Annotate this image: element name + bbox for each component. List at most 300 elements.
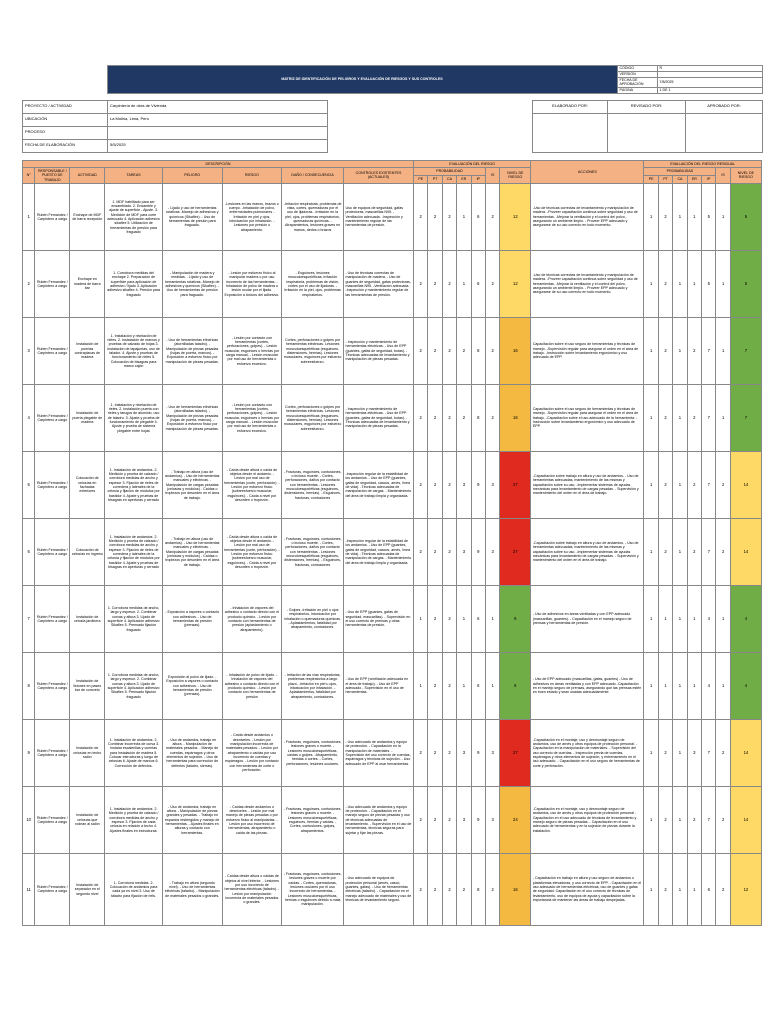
col-pt-residual: PT bbox=[658, 175, 672, 183]
col-ip-residual: IP bbox=[702, 175, 716, 183]
peligro-cell: - Lijado y uso de herramientas rotativas -Manejo de adhesivos y químicos (Sikaflex). - Uso de herramientas de presión para fraguado. bbox=[162, 183, 222, 250]
info-label-location: UBICACIÓN bbox=[23, 113, 108, 126]
ip-value: 9 bbox=[471, 451, 485, 518]
er-residual-value: 2 bbox=[687, 384, 701, 451]
risk-matrix-table bbox=[22, 160, 762, 926]
elaborado-label: ELABORADO POR: bbox=[533, 100, 608, 113]
col-pt: PT bbox=[428, 175, 442, 183]
er-value: 3 bbox=[457, 518, 471, 585]
nivel-value: 12 bbox=[500, 183, 531, 250]
tareas-cell: 1. Corrobora medidas del enchape 2. Preparación de superficie para aplicación de adhesivo / lijado 3. Aplicación adhesivo sikaflex 4. Presión para fraguado bbox=[105, 250, 163, 317]
risk-matrix-sheet bbox=[22, 65, 762, 926]
acciones-cell: - Capacitación en trabajo en altura y uso seguro de andamios o plataformas elevadoras, y uso correcto de EPP. - Capacitación en el uso adecuado de herramientas eléctricas, uso de guantes y gafas de seguridad. Capacitación en el uso correcto de técnicas de levantamiento, uso de equipos de ayuda y capacitación sobre la importancia de mantener las áreas de trabajo despejadas. bbox=[531, 853, 644, 925]
pe-residual-value: 1 bbox=[644, 451, 658, 518]
ca-value: 2 bbox=[442, 451, 456, 518]
row-number: 11 bbox=[23, 853, 35, 925]
er-value: 2 bbox=[457, 317, 471, 384]
acciones-cell: - Uso de adhesivos en áreas ventiladas y con EPP adecuado (mascarillas, guantes). - Capacitación en el manejo seguro de prensas y herramientas de presión. bbox=[531, 585, 644, 652]
col-controles: CONTROLES EXISTENTES (ACTUALES) bbox=[343, 167, 413, 183]
info-label-process: PROCESO bbox=[23, 126, 108, 139]
ip-value: 6 bbox=[471, 652, 485, 719]
col-is: IS bbox=[485, 167, 499, 183]
ip-residual-value: 7 bbox=[702, 518, 716, 585]
pt-value: 2 bbox=[428, 183, 442, 250]
nivel-residual-value: 12 bbox=[730, 853, 761, 925]
pe-value: 2 bbox=[414, 384, 428, 451]
pt-residual-value: 2 bbox=[658, 719, 672, 786]
ip-residual-value: 4 bbox=[702, 585, 716, 652]
controles-cell: - Inspección y mantenimiento de herramientas eléctricas. - Uso de EPP (guantes, gafas de seguridad, botas). -Técnicas adecuadas de levantamiento y manipulación de piezas pesadas. bbox=[343, 384, 413, 451]
er-value: 2 bbox=[457, 384, 471, 451]
is-residual-value: 2 bbox=[716, 719, 730, 786]
info-value-process bbox=[108, 126, 328, 139]
ip-value: 9 bbox=[471, 786, 485, 853]
pt-value: 2 bbox=[428, 451, 442, 518]
ca-value: 2 bbox=[442, 384, 456, 451]
row-number: 4 bbox=[23, 384, 35, 451]
responsable-cell: Rubén Fernandez / Carpintero a cargo bbox=[35, 719, 70, 786]
ca-value: 2 bbox=[442, 518, 456, 585]
dano-cell: -Irritación respiratoria, problemas de vista, cortes, quemaduras por el uso de lijadoras. -Irritación en la piel, ojos, problemas respiratorios, quemaduras químicas. - Atrapamientos, lesiones graves en manos, dedos o brazos bbox=[282, 183, 344, 250]
pe-residual-value: 1 bbox=[644, 250, 658, 317]
acciones-cell: -Capacitación en el montaje, uso y desmontaje seguro de andamios, uso de arnés y otros equipos de protección personal - Capacitación en el uso adecuado de técnicas de levantamiento y manejo seguro de piezas pesadas. - Capacitación en el uso adecuado de herramientas y en la sujeción de piezas durante la instalación. bbox=[531, 786, 644, 853]
nivel-value: 12 bbox=[500, 250, 531, 317]
is-residual-value: 1 bbox=[716, 384, 730, 451]
ip-residual-value: 7 bbox=[702, 451, 716, 518]
col-pe: PE bbox=[414, 175, 428, 183]
col-pe-residual: PE bbox=[644, 175, 658, 183]
table-row bbox=[23, 585, 762, 652]
er-value: 2 bbox=[457, 853, 471, 925]
peligro-cell: - Uso de herramientas eléctricas (atornilladas taladro). - Manipulación de piezas pesadas (hojas de puerta, marcos). - Exposición a esfuerzo físico por manipulación de piezas pesadas. bbox=[162, 384, 222, 451]
er-residual-value: 1 bbox=[687, 183, 701, 250]
riesgo-cell: - Lesión por esfuerzo físico al manipular madera o por uso incorrecto de las herramientas. - Inhalación de polvo de madera o lesión ocular por el lijado. Exposición a tóxicos del adhesivo. bbox=[222, 250, 282, 317]
table-row bbox=[23, 317, 762, 384]
pt-residual-value: 1 bbox=[658, 652, 672, 719]
ca-value: 2 bbox=[442, 183, 456, 250]
meta-label: PÁGINA bbox=[617, 87, 657, 93]
col-probabilidad: PROBABILIDAD bbox=[414, 167, 486, 175]
pe-residual-value: 1 bbox=[644, 183, 658, 250]
meta-value: 1 DE 1 bbox=[657, 87, 762, 93]
col-ca-residual: CA bbox=[673, 175, 687, 183]
is-value: 2 bbox=[485, 250, 499, 317]
ca-value: 2 bbox=[442, 317, 456, 384]
nivel-value: 27 bbox=[500, 518, 531, 585]
nivel-residual-value: 14 bbox=[730, 451, 761, 518]
riesgo-cell: -Lesiones en las manos, brazos o cuerpo. -Inhalación de polvo, enfermedades pulmonares -Irritación en piel y ojos, intoxicación por inhalación. -Lesiones por presión o atrapamiento. bbox=[222, 183, 282, 250]
col-er: ER bbox=[457, 175, 471, 183]
ca-residual-value: 1 bbox=[673, 719, 687, 786]
pe-residual-value: 1 bbox=[644, 652, 658, 719]
table-row bbox=[23, 250, 762, 317]
revisado-signature bbox=[608, 113, 686, 152]
pe-value: 2 bbox=[414, 719, 428, 786]
pt-residual-value: 2 bbox=[658, 250, 672, 317]
er-residual-value: 2 bbox=[687, 786, 701, 853]
ca-residual-value: 1 bbox=[673, 317, 687, 384]
responsable-cell: Rubén Fernandez / Carpintero a cargo bbox=[35, 250, 70, 317]
ip-residual-value: 5 bbox=[702, 183, 716, 250]
tareas-cell: 1. Instalación y nivelación de rieles. 2. Instalación puerta con rieles y tarugos de aluminio, uso de taladro. 3. Ajuste y prueba de funcionamiento de plegable 4. Ajuste y prueba de sistema plegable entre hojas bbox=[105, 384, 163, 451]
pt-residual-value: 2 bbox=[658, 786, 672, 853]
is-residual-value: 1 bbox=[716, 250, 730, 317]
responsable-cell: Rubén Fernandez / Carpintero a cargo bbox=[35, 317, 70, 384]
pt-value: 2 bbox=[428, 585, 442, 652]
col-probabilidad-residual: PROBABILIDAD bbox=[644, 167, 716, 175]
pt-residual-value: 2 bbox=[658, 317, 672, 384]
nivel-residual-value: 14 bbox=[730, 518, 761, 585]
row-number: 5 bbox=[23, 451, 35, 518]
controles-cell: -Inspección regular de la estabilidad de los andamios. - Uso de EPP (guantes, gafas de seguridad, cascos, arnés, línea de vida). -Técnicas adecuadas de manipulación de cargas. - Mantenimiento del área de trabajo limpia y organizada. bbox=[343, 451, 413, 518]
pe-residual-value: 1 bbox=[644, 317, 658, 384]
nivel-residual-value: 7 bbox=[730, 384, 761, 451]
er-residual-value: 2 bbox=[687, 451, 701, 518]
col-ip: IP bbox=[471, 175, 485, 183]
er-residual-value: 1 bbox=[687, 250, 701, 317]
meta-label: VERSIÓN bbox=[617, 72, 657, 78]
descripcion-header: DESCRIPCIÓN bbox=[23, 160, 414, 167]
er-value: 1 bbox=[457, 652, 471, 719]
riesgo-cell: - Caída desde altura o caída de objetos desde el andamio. - Lesión por mal uso de herramientas (corte, perforación). - Lesión por esfuerzo físico (sobreesfuerzo muscular, esguinces). - Caída a nivel por desorden o tropezón. bbox=[222, 451, 282, 518]
actividad-cell: Instalación de puertas contraplacas de madera bbox=[70, 317, 105, 384]
er-value: 1 bbox=[457, 250, 471, 317]
controles-cell: - Uso de técnicas correctas de manipulación de madera. - Uso de guantes de seguridad, gafas protectoras, mascarillas N95. -Ventilación adecuada. -Inspección y mantenimiento regular de las herramientas de presión. bbox=[343, 250, 413, 317]
responsable-cell: Rubén Fernandez / Carpintero a cargo bbox=[35, 786, 70, 853]
pt-value: 2 bbox=[428, 652, 442, 719]
meta-value: 7/8/2025 bbox=[657, 78, 762, 88]
er-residual-value: 1 bbox=[687, 652, 701, 719]
nivel-residual-value: 5 bbox=[730, 183, 761, 250]
dano-cell: Cortes, perforaciones o golpes por herramientas eléctricas. Lesiones musculoesqueléticas (esguinces, distensiones, hernias). Lesiones musculares, esguinces por esfuerzo sobreesfuerzo. bbox=[282, 317, 344, 384]
col-peligro: PELIGRO bbox=[162, 167, 222, 183]
ca-residual-value: 1 bbox=[673, 518, 687, 585]
col-is-residual: IS bbox=[716, 167, 730, 183]
peligro-cell: - Manipulación de madera y medidas. - Lijado y uso de herramientas rotativas -Manejo de adhesivos y químicos (Sikaflex). - Uso de herramientas de presión para fraguado. bbox=[162, 250, 222, 317]
is-residual-value: 1 bbox=[716, 183, 730, 250]
is-residual-value: 1 bbox=[716, 317, 730, 384]
is-residual-value: 1 bbox=[716, 652, 730, 719]
er-value: 3 bbox=[457, 786, 471, 853]
ip-residual-value: 4 bbox=[702, 652, 716, 719]
nivel-residual-value: 7 bbox=[730, 317, 761, 384]
dano-cell: - Fracturas, esguinces, contusiones, lesiones graves o muerte. - Lesiones musculoesqueléticas, caídas o golpes. -Atrapamiento, heridas o cortes. - Cortes, perforaciones, lesiones oculares. bbox=[282, 719, 344, 786]
tareas-cell: 1. MDF habilitado para ser ensamblado. 2. Ensamble y ajuste de superficie - Ajuste. 3. Medición de MDF para corte adecuado 4. Aplicación adhesivo sikaflex 5. Utilización de herramientas de presión para fraguado bbox=[105, 183, 163, 250]
responsable-cell: Rubén Fernandez / Carpintero a cargo bbox=[35, 451, 70, 518]
dano-cell: - Fracturas, esguinces, contusiones, o incluso muerte. - Cortes, perforaciones, daños por contacto con herramientas - Lesiones musculoesqueléticas (esguinces, distensiones, hernias). - Esguinces, fracturas, contusiones bbox=[282, 518, 344, 585]
actividad-cell: Instalación de celosía jardinera bbox=[70, 585, 105, 652]
peligro-cell: - Trabajo en altura (uso de andamios). - Uso de herramientas manuales y eléctricas. - Manipulación de cargas pesadas (celosías y módulos) - Caídas o tropiezos por desorden en el área de trabajo. bbox=[162, 451, 222, 518]
table-row bbox=[23, 451, 762, 518]
controles-cell: - Uso adecuado de equipos de protección personal (arnés, casco, guantes, gafas). - Uso de herramientas eléctricas (taladro). - Capacitación en el manejo adecuado de materiales y uso de técnicas de levantamiento seguro. bbox=[343, 853, 413, 925]
actividad-cell: Colocación de celosías en fachadas exteriores bbox=[70, 451, 105, 518]
ip-value: 6 bbox=[471, 585, 485, 652]
tareas-cell: 1. Corrobora medidas de ancho, largo y espesor. 2. Combinar curvas y altura 3. Lijado de superficie 4. Aplicación adhesivo Sikaflex 5. Prensado fijación fraguado bbox=[105, 652, 163, 719]
pe-value: 2 bbox=[414, 250, 428, 317]
responsable-cell: Rubén Fernandez / Carpintero a cargo bbox=[35, 518, 70, 585]
pe-value: 2 bbox=[414, 518, 428, 585]
riesgo-cell: - Lesión por contacto con herramientas (cortes, perforaciones, golpes). - Lesión muscular, esguinces o hernias por carga manual. - Lesión muscular por mal uso de herramientas o esfuerzo excesivo. bbox=[222, 384, 282, 451]
riesgo-cell: - Lesión por contacto con herramientas (cortes, perforaciones, golpes). - Lesión muscular, esguinces o hernias por carga manual. - Lesión muscular por mal uso de herramientas o esfuerzo excesivo. bbox=[222, 317, 282, 384]
nivel-residual-value: 4 bbox=[730, 585, 761, 652]
info-value-date: 5/5/2025 bbox=[108, 139, 328, 152]
is-residual-value: 2 bbox=[716, 451, 730, 518]
ca-residual-value: 1 bbox=[673, 183, 687, 250]
ca-residual-value: 1 bbox=[673, 786, 687, 853]
pe-value: 2 bbox=[414, 786, 428, 853]
tareas-cell: 1. Corrobora medidas de ancho, largo y espesor. 2. Combinar curvas y altura 3. Lijado de superficie 4. Aplicación adhesivo Sikaflex 5. Prensado fijación fraguado bbox=[105, 585, 163, 652]
is-value: 1 bbox=[485, 652, 499, 719]
is-residual-value: 2 bbox=[716, 853, 730, 925]
dano-cell: - Esguinces, lesiones musculoesqueléticas, irritación respiratoria, problemas de visión, cortes por el uso de lijadoras. -Irritación en la piel, ojos, problemas respiratorios. bbox=[282, 250, 344, 317]
ip-residual-value: 6 bbox=[702, 853, 716, 925]
controles-cell: - Uso de EPP (ventilación adecuada en el área de trabajo). - Uso de EPP adecuado - Supervisión en el uso de herramientas. bbox=[343, 652, 413, 719]
nivel-value: 24 bbox=[500, 786, 531, 853]
is-residual-value: 2 bbox=[716, 518, 730, 585]
table-row bbox=[23, 853, 762, 925]
ca-value: 2 bbox=[442, 585, 456, 652]
ca-residual-value: 1 bbox=[673, 250, 687, 317]
pt-residual-value: 1 bbox=[658, 585, 672, 652]
er-residual-value: 2 bbox=[687, 518, 701, 585]
aprobado-signature bbox=[686, 113, 763, 152]
table-row bbox=[23, 384, 762, 451]
controles-cell: Uso de equipos de seguridad, gafas protectoras, mascarillas N95. -Ventilación adecuada. -Inspección y mantenimiento regular de las herramientas de presión. bbox=[343, 183, 413, 250]
peligro-cell: - Uso de herramientas eléctricas (atornilladas taladro). - Manipulación de piezas pesadas (hojas de puerta, marcos). - Exposición a esfuerzo físico por manipulación de piezas pesadas. bbox=[162, 317, 222, 384]
acciones-cell: -Uso de técnicas correctas de levantamiento y manipulación de madera. -Proveer capacitación continua sobre seguridad y uso de herramientas. -Mejorar la ventilación y el control del polvo, asegurando un ambiente limpio. - Proveer EPP adecuado y asegurarse de su uso correcto en todo momento. bbox=[531, 250, 644, 317]
acciones-cell: Capacitación sobre el uso seguro de herramientas y técnicas de manejo. -Supervisión regular para asegurar el orden en el área de trabajo. -Capacitación sobre el uso adecuado de la herramienta. -Instrucción sobre levantamiento ergonómico y uso adecuado de EPP. bbox=[531, 384, 644, 451]
riesgo-cell: - Inhalación de vapores del adhesivo o contacto directo con el producto químico. - Lesión por contacto con herramientas de presión (aplastamiento o atrapamiento). bbox=[222, 585, 282, 652]
ip-value: 8 bbox=[471, 317, 485, 384]
pe-value: 1 bbox=[414, 652, 428, 719]
revisado-label: REVISADO POR: bbox=[608, 100, 686, 113]
pe-value: 2 bbox=[414, 853, 428, 925]
meta-value: R bbox=[657, 66, 762, 72]
tareas-cell: 1. Instalación de andamios. 2. Medición y prueba de calzado / corrobora medidas de ancho y espesor 3. Fijación de cada celosía en relación a techo 4. Ajustes finales en estructuras. bbox=[105, 786, 163, 853]
nivel-value: 27 bbox=[500, 719, 531, 786]
ca-residual-value: 1 bbox=[673, 384, 687, 451]
aprobado-label: APROBADO POR: bbox=[686, 100, 763, 113]
dano-cell: Cortes, perforaciones o golpes por herramientas eléctricas. Lesiones musculoesqueléticas (esguinces, distensiones, hernias). Lesiones musculares, esguinces por esfuerzo sobreesfuerzo. bbox=[282, 384, 344, 451]
acciones-cell: Capacitación sobre el uso seguro de herramientas y técnicas de manejo. -Supervisión regular para asegurar el orden en el área de trabajo. -Instrucción sobre levantamiento ergonómico y uso adecuado de EPP. bbox=[531, 317, 644, 384]
info-value-location: La Molina, Lima, Perú bbox=[108, 113, 328, 126]
responsable-cell: Rubén Fernandez / Carpintero a cargo bbox=[35, 384, 70, 451]
nivel-residual-value: 14 bbox=[730, 719, 761, 786]
tareas-cell: 1. Instalación de andamios. 2. Medición y prueba de calzado / corrobora medidas de ancho y espesor 3. Fijación de rieles de corredera y laterales de la celosía y fijación de módulos por bastidor 4. Ajuste y pruebas de bisagras en aperturas y cerrado bbox=[105, 518, 163, 585]
riesgo-cell: - Caídas desde andamios o desniveles. - Lesión por mal manejo de piezas pesadas o por esfuerzo físico al manipularlas. - Lesión por uso incorrecto de herramientas, atrapamiento o caída de las piezas. bbox=[222, 786, 282, 853]
pe-value: 1 bbox=[414, 585, 428, 652]
ca-residual-value: 1 bbox=[673, 853, 687, 925]
document-title: MATRIZ DE IDENTIFICACIÓN DE PELIGROS Y EVALUACIÓN DE RIESGOS Y SUS CONTROLES bbox=[107, 66, 617, 94]
riesgo-cell: - Inhalación de polvo de lijado. -Inhalación de vapores del adhesivo o contacto directo con el producto químico. - Lesión por contacto con herramientas de presión bbox=[222, 652, 282, 719]
pe-residual-value: 1 bbox=[644, 853, 658, 925]
pt-residual-value: 2 bbox=[658, 518, 672, 585]
tareas-cell: 1. Instalación de andamios. 2. Medición y prueba de calzado / corrobora medidas de ancho y espesor 3. Fijación de rieles de corredera y laterales de la celosía y fijación de módulos por bastidor 4. Ajuste y pruebas de bisagras en aperturas y cerrado bbox=[105, 451, 163, 518]
col-nivel-residual: NIVEL DE RIESGO bbox=[730, 167, 761, 183]
dano-cell: - Fracturas, esguinces, contusiones, o incluso muerte. - Cortes, perforaciones, daños por contacto con herramientas - Lesiones musculoesqueléticas (esguinces, distensiones, hernias). - Esguinces, fracturas, contusiones bbox=[282, 451, 344, 518]
ip-value: 8 bbox=[471, 853, 485, 925]
ip-residual-value: 7 bbox=[702, 317, 716, 384]
table-row bbox=[23, 652, 762, 719]
tareas-cell: 1. Instalación y nivelación de rieles. 2. Instalación de marcos y pruebas de calzado de hojas 3. Instalación de tapajuntas, uso de taladro. 4. Ajuste y pruebas de funcionamiento de rieles 5. Colocación de bisagras para marco cajón bbox=[105, 317, 163, 384]
ca-value: 2 bbox=[442, 786, 456, 853]
is-value: 2 bbox=[485, 183, 499, 250]
header-table bbox=[22, 65, 763, 94]
logo-area bbox=[22, 66, 107, 94]
col-ca: CA bbox=[442, 175, 456, 183]
pt-residual-value: 2 bbox=[658, 853, 672, 925]
actividad-cell: Instalación de listones en paseo bar de concreto bbox=[70, 652, 105, 719]
pt-residual-value: 2 bbox=[658, 384, 672, 451]
ca-residual-value: 1 bbox=[673, 585, 687, 652]
actividad-cell: Instalación de celosías que rodean al salón bbox=[70, 786, 105, 853]
responsable-cell: Rubén Fernandez / Carpintero a cargo bbox=[35, 585, 70, 652]
meta-label: FECHA DE APROBACIÓN bbox=[617, 78, 657, 88]
nivel-value: 16 bbox=[500, 317, 531, 384]
nivel-value: 6 bbox=[500, 652, 531, 719]
pe-residual-value: 1 bbox=[644, 719, 658, 786]
er-residual-value: 2 bbox=[687, 317, 701, 384]
is-value: 2 bbox=[485, 317, 499, 384]
peligro-cell: - Trabajo en altura (segundo nivel). - Uso de herramientas eléctricas (taladro). - Manipulación de materiales pesados o grandes. bbox=[162, 853, 222, 925]
row-number: 2 bbox=[23, 250, 35, 317]
peligro-cell: - Uso de andamios, trabajo en altura. - Manipulación de piezas grandes y pesadas. - Trabajo en espacios restringidos y manejo de herramientas. - Ajustes finales en alturas y contacto con herramientas. bbox=[162, 786, 222, 853]
peligro-cell: - Exposición a vapores o contacto con adhesivos. - Uso de herramientas de presión (prensas). bbox=[162, 585, 222, 652]
row-number: 8 bbox=[23, 652, 35, 719]
meta-label: CÓDIGO bbox=[617, 66, 657, 72]
is-value: 3 bbox=[485, 786, 499, 853]
col-nivel: NIVEL DE RIESGO bbox=[500, 167, 531, 183]
pe-value: 2 bbox=[414, 317, 428, 384]
nivel-residual-value: 5 bbox=[730, 250, 761, 317]
tareas-cell: 1. Instalación de andamios. 2. Combinar incorrecta de curva 3. Instalar escalerillas y cuentas para instalación de madera 5. Colocar estructuras y luego de celosías 6. Ajuste de marcos 6. Corrección de defectos. bbox=[105, 719, 163, 786]
col-responsable: RESPONSABLE / PUESTO DE TRABAJO bbox=[35, 167, 70, 183]
controles-cell: -Inspección regular de la estabilidad de los andamios. - Uso de EPP (guantes, gafas de seguridad, cascos, arnés, línea de vida). -Técnicas adecuadas de manipulación de cargas. - Mantenimiento del área de trabajo limpia y organizada. bbox=[343, 518, 413, 585]
tareas-cell: 1. Corrobora medidas. 2. Colocación de andamios para cada ya en nivel 3. Uso de taladro para fijación de riels. bbox=[105, 853, 163, 925]
pt-value: 2 bbox=[428, 518, 442, 585]
peligro-cell: Exposición al polvo de lijado. - Exposición a vapores o contacto con adhesivos. - Uso de herramientas de presión (prensas). bbox=[162, 652, 222, 719]
is-value: 2 bbox=[485, 384, 499, 451]
controles-cell: - Inspección y mantenimiento de herramientas eléctricas. - Uso de EPP (guantes, gafas de seguridad, botas). -Técnicas adecuadas de levantamiento y manipulación de piezas pesadas. bbox=[343, 317, 413, 384]
acciones-cell: - Uso de EPP adecuado (mascarillas, gafas, guantes) - Uso de adhesivos en áreas ventiladas y con EPP adecuado -Capacitación en el manejo seguro de prensas, asegurando que las prensas estén en buen estado y sean usadas adecuadamente. bbox=[531, 652, 644, 719]
riesgo-cell: - Caídas desde altura o caídas de objetos al nivel inferior. - Lesiones por uso incorrecto de herramientas eléctricas (taladro). - Lesión por manipulación incorrecta de materiales pesados o grandes. bbox=[222, 853, 282, 925]
responsable-cell: Rubén Fernandez / Carpintero a cargo bbox=[35, 853, 70, 925]
table-row bbox=[23, 518, 762, 585]
row-number: 6 bbox=[23, 518, 35, 585]
ca-value: 2 bbox=[442, 250, 456, 317]
ip-residual-value: 7 bbox=[702, 719, 716, 786]
pe-value: 2 bbox=[414, 183, 428, 250]
er-residual-value: 3 bbox=[687, 719, 701, 786]
nivel-value: 16 bbox=[500, 853, 531, 925]
is-residual-value: 2 bbox=[716, 786, 730, 853]
row-number: 3 bbox=[23, 317, 35, 384]
actividad-cell: Instalación de celosías en techo salón bbox=[70, 719, 105, 786]
actividad-cell: Instalación de puerta plegable de madera bbox=[70, 384, 105, 451]
dano-cell: - Fracturas, esguinces, contusiones, lesiones graves o muerte por caídas. - Cortes, quemaduras, lesiones oculares por el uso incorrecto de herramientas. - Lesiones musculoesqueléticas, hernias o esguinces debido a mala manipulación. bbox=[282, 853, 344, 925]
er-value: 3 bbox=[457, 451, 471, 518]
ip-value: 9 bbox=[471, 518, 485, 585]
riesgo-cell: - Caída desde andamios o desniveles. - Lesión por manipulación incorrecta de materiales pesados. - Lesión por atrapamiento o caídas por uso incorrecto de cuerdas y espárragos. - Lesión por contacto con herramientas de corte o perforación. bbox=[222, 719, 282, 786]
acciones-cell: -Capacitación en el montaje, uso y desmontaje seguro de andamios, uso de arnés y otros equipos de protección personal. - Capacitación en la manipulación de materiales. - Supervisión del uso correcto de cuerdas. - Inspección previa de cuerdas, espárragos y otros elementos de sujeción, y entrenamiento en el uso adecuado. - Capacitación en el uso seguro de herramientas de corte y perforación. bbox=[531, 719, 644, 786]
row-number: 1 bbox=[23, 183, 35, 250]
er-residual-value: 1 bbox=[687, 853, 701, 925]
acciones-cell: -Uso de técnicas correctas de levantamiento y manipulación de madera. -Proveer capacitación continua sobre seguridad y uso de herramientas. -Mejorar la ventilación y el control del polvo, asegurando un ambiente limpio. - Proveer EPP adecuado y asegurarse de su uso correcto en todo momento. bbox=[531, 183, 644, 250]
actividad-cell: Enchape en madera de barra bar bbox=[70, 250, 105, 317]
dano-cell: - Fracturas, esguinces, contusiones, lesiones graves o muerte. - Lesiones musculoesqueléticas, esguinces, hernias y caídas. - Cortes, contusiones, golpes, atrapamientos. bbox=[282, 786, 344, 853]
acciones-cell: -Capacitación sobre trabajo en altura y uso de andamios. - Uso de herramientas adecuadas, mantenimiento de las mismas y capacitación sobre su uso. -Implementar sistemas de ayudas mecánicas para levantamiento de cargas pesadas. - Supervisión y mantenimiento del orden en el área de trabajo. bbox=[531, 451, 644, 518]
col-dano: DAÑO / CONSECUENCIA bbox=[282, 167, 344, 183]
pt-value: 2 bbox=[428, 384, 442, 451]
ca-value: 2 bbox=[442, 652, 456, 719]
col-tareas: TAREAS bbox=[105, 167, 163, 183]
acciones-header: ACCIONES bbox=[531, 160, 644, 183]
nivel-residual-value: 14 bbox=[730, 786, 761, 853]
row-number: 7 bbox=[23, 585, 35, 652]
pt-value: 2 bbox=[428, 853, 442, 925]
nivel-residual-value: 4 bbox=[730, 652, 761, 719]
nivel-value: 27 bbox=[500, 451, 531, 518]
project-info-table bbox=[22, 100, 763, 153]
row-number: 10 bbox=[23, 786, 35, 853]
ca-residual-value: 1 bbox=[673, 652, 687, 719]
actividad-cell: Instalación de separador en el segundo nivel bbox=[70, 853, 105, 925]
er-value: 1 bbox=[457, 585, 471, 652]
pe-residual-value: 1 bbox=[644, 518, 658, 585]
actividad-cell: Enchape de MDF de barra recepción bbox=[70, 183, 105, 250]
ip-value: 8 bbox=[471, 384, 485, 451]
row-number: 9 bbox=[23, 719, 35, 786]
pt-value: 2 bbox=[428, 719, 442, 786]
col-actividad: ACTIVIDAD bbox=[70, 167, 105, 183]
table-row bbox=[23, 183, 762, 250]
elaborado-signature bbox=[533, 113, 608, 152]
pt-residual-value: 2 bbox=[658, 183, 672, 250]
er-residual-value: 1 bbox=[687, 585, 701, 652]
ca-value: 2 bbox=[442, 719, 456, 786]
ca-value: 2 bbox=[442, 853, 456, 925]
evaluacion-header: EVALUACIÓN DEL RIESGO bbox=[414, 160, 531, 167]
pt-value: 2 bbox=[428, 250, 442, 317]
pe-value: 2 bbox=[414, 451, 428, 518]
pt-residual-value: 2 bbox=[658, 451, 672, 518]
col-er-residual: ER bbox=[687, 175, 701, 183]
table-row bbox=[23, 719, 762, 786]
responsable-cell: Rubén Fernandez / Carpintero a cargo bbox=[35, 183, 70, 250]
peligro-cell: - Trabajo en altura (uso de andamios). - Uso de herramientas manuales y eléctricas. - Manipulación de cargas pesadas (celosías y módulos) - Caídas o tropiezos por desorden en el área de trabajo. bbox=[162, 518, 222, 585]
acciones-cell: -Capacitación sobre trabajo en altura y uso de andamios. - Uso de herramientas adecuadas, mantenimiento de las mismas y capacitación sobre su uso. -Implementar sistemas de ayudas mecánicas para levantamiento de cargas pesadas. - Supervisión y mantenimiento del orden en el área de trabajo. bbox=[531, 518, 644, 585]
nivel-value: 6 bbox=[500, 585, 531, 652]
table-row bbox=[23, 786, 762, 853]
actividad-cell: Colocación de celosías en ingreso bbox=[70, 518, 105, 585]
controles-cell: - Uso adecuado de andamios y equipo de protección. - Capacitación en el manejo seguro de piezas pesadas y uso de técnicas adecuadas de levantamiento. - Supervisión en el uso de herramientas, técnicas seguras para sujetar y fijar las piezas. bbox=[343, 786, 413, 853]
pt-value: 2 bbox=[428, 317, 442, 384]
riesgo-cell: - Caída desde altura o caída de objetos desde el andamio. - Lesión por mal uso de herramientas (corte, perforación). - Lesión por esfuerzo físico (sobreesfuerzo muscular, esguinces). - Caída a nivel por desorden o tropezón. bbox=[222, 518, 282, 585]
col-riesgo: RIESGO bbox=[222, 167, 282, 183]
is-value: 3 bbox=[485, 518, 499, 585]
ip-value: 6 bbox=[471, 250, 485, 317]
ip-value: 9 bbox=[471, 719, 485, 786]
responsable-cell: Rubén Fernandez / Carpintero a cargo bbox=[35, 652, 70, 719]
info-label-date: FECHA DE ELABORACIÓN bbox=[23, 139, 108, 152]
is-residual-value: 1 bbox=[716, 585, 730, 652]
is-value: 3 bbox=[485, 719, 499, 786]
info-value-project: Carpintería de obra de Vivienda bbox=[108, 100, 328, 113]
pt-value: 2 bbox=[428, 786, 442, 853]
dano-cell: - Irritación de las vías respiratorias, problemas respiratorios a largo plazo. -Irritación en piel u ojos, intoxicación por inhalación. - Aplastamientos, fatalidad por atrapamiento, contusiones. bbox=[282, 652, 344, 719]
ip-residual-value: 5 bbox=[702, 250, 716, 317]
col-n: N° bbox=[23, 167, 35, 183]
